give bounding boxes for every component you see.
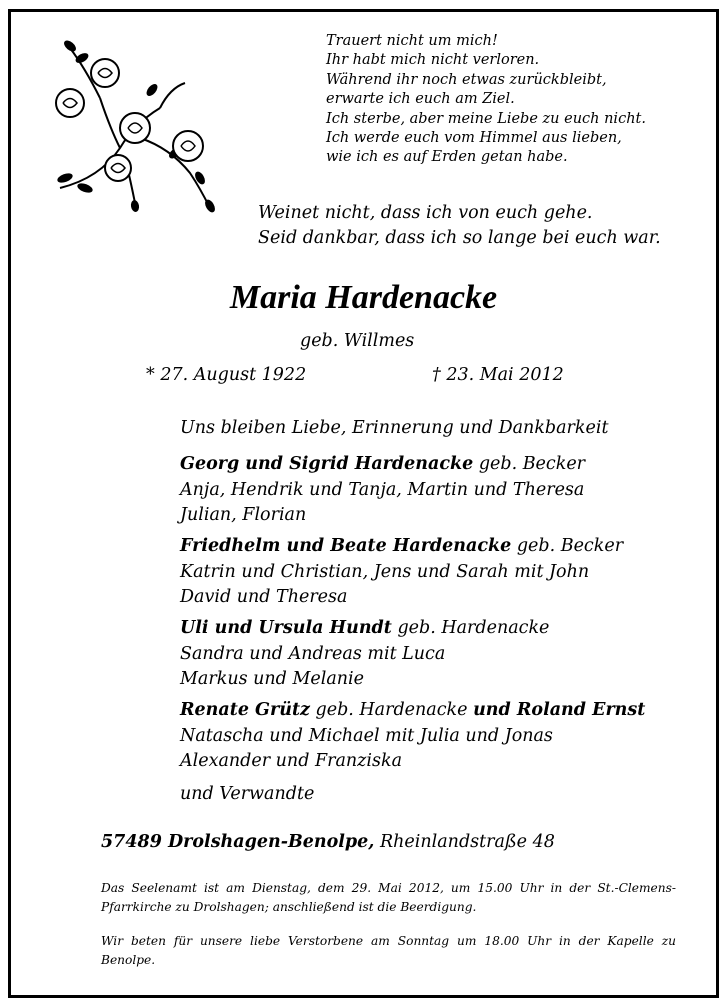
- family-head-partner: und Roland Ernst: [473, 700, 646, 720]
- intro-line: Uns bleiben Liebe, Erinnerung und Dankbarkeit: [180, 418, 609, 438]
- family-line: Alexander und Franziska: [180, 751, 403, 772]
- prayer-notice: Wir beten für unsere liebe Verstorbene am Sonntag um 18.00 Uhr in der Kapelle zu Benolpe.: [101, 934, 676, 967]
- family-head: Georg und Sigrid Hardenacke: [180, 454, 474, 474]
- poem-line: Ihr habt mich nicht verloren.: [326, 52, 540, 69]
- address-street: Rheinlandstraße 48: [374, 832, 555, 852]
- family-line: David und Theresa: [180, 587, 348, 608]
- family-head: Renate Grütz: [180, 700, 310, 720]
- death-date: † 23. Mai 2012: [432, 365, 564, 385]
- family-head: Friedhelm und Beate Hardenacke: [180, 536, 512, 556]
- maiden-name: geb. Willmes: [300, 331, 415, 351]
- family-head-rest: geb. Hardenacke: [309, 700, 474, 720]
- family-head-rest: geb. Becker: [511, 536, 624, 556]
- family-head-rest: geb. Hardenacke: [391, 618, 550, 638]
- poem-line: Ich sterbe, aber meine Liebe zu euch nicht.: [326, 110, 646, 127]
- poem-line: Trauert nicht um mich!: [326, 33, 498, 49]
- family-block: [180, 616, 549, 693]
- birth-date: * 27. August 1922: [146, 365, 307, 385]
- rose-branch-icon: [40, 28, 220, 218]
- family-line: Sandra und Andreas mit Luca: [180, 643, 446, 664]
- poem-line: wie ich es auf Erden getan habe.: [326, 149, 568, 166]
- poem-top: [326, 32, 646, 168]
- poem-line: Ich werde euch vom Himmel aus lieben,: [326, 130, 622, 147]
- address-city: 57489 Drolshagen-Benolpe,: [101, 832, 375, 852]
- poem-bottom: [258, 201, 661, 251]
- address: [101, 832, 555, 852]
- family-block: [180, 452, 585, 529]
- family-line: Markus und Melanie: [180, 669, 364, 690]
- family-block: [180, 534, 623, 611]
- poem-line: erwarte ich euch am Ziel.: [326, 91, 515, 108]
- family-line: Katrin und Christian, Jens und Sarah mit John: [180, 561, 590, 582]
- family-head-rest: geb. Becker: [473, 454, 586, 474]
- family-block: [180, 698, 645, 775]
- family-head: Uli und Ursula Hundt: [180, 618, 392, 638]
- family-line: Anja, Hendrik und Tanja, Martin und Theresa: [180, 479, 585, 500]
- funeral-notice: Das Seelenamt ist am Dienstag, dem 29. Mai 2012, um 15.00 Uhr in der St.-Clemens-Pfarrkirche zu Drolshagen; anschließend ist die Beerdigung.: [101, 881, 676, 914]
- family-line: Natascha und Michael mit Julia und Jonas: [180, 725, 553, 746]
- family-line: Julian, Florian: [180, 505, 307, 526]
- poem-line: Seid dankbar, dass ich so lange bei euch war.: [258, 228, 661, 248]
- relatives-line: und Verwandte: [180, 784, 315, 804]
- poem-line: Während ihr noch etwas zurückbleibt,: [326, 71, 607, 88]
- poem-line: Weinet nicht, dass ich von euch gehe.: [258, 203, 593, 223]
- deceased-name: Maria Hardenacke: [229, 279, 498, 316]
